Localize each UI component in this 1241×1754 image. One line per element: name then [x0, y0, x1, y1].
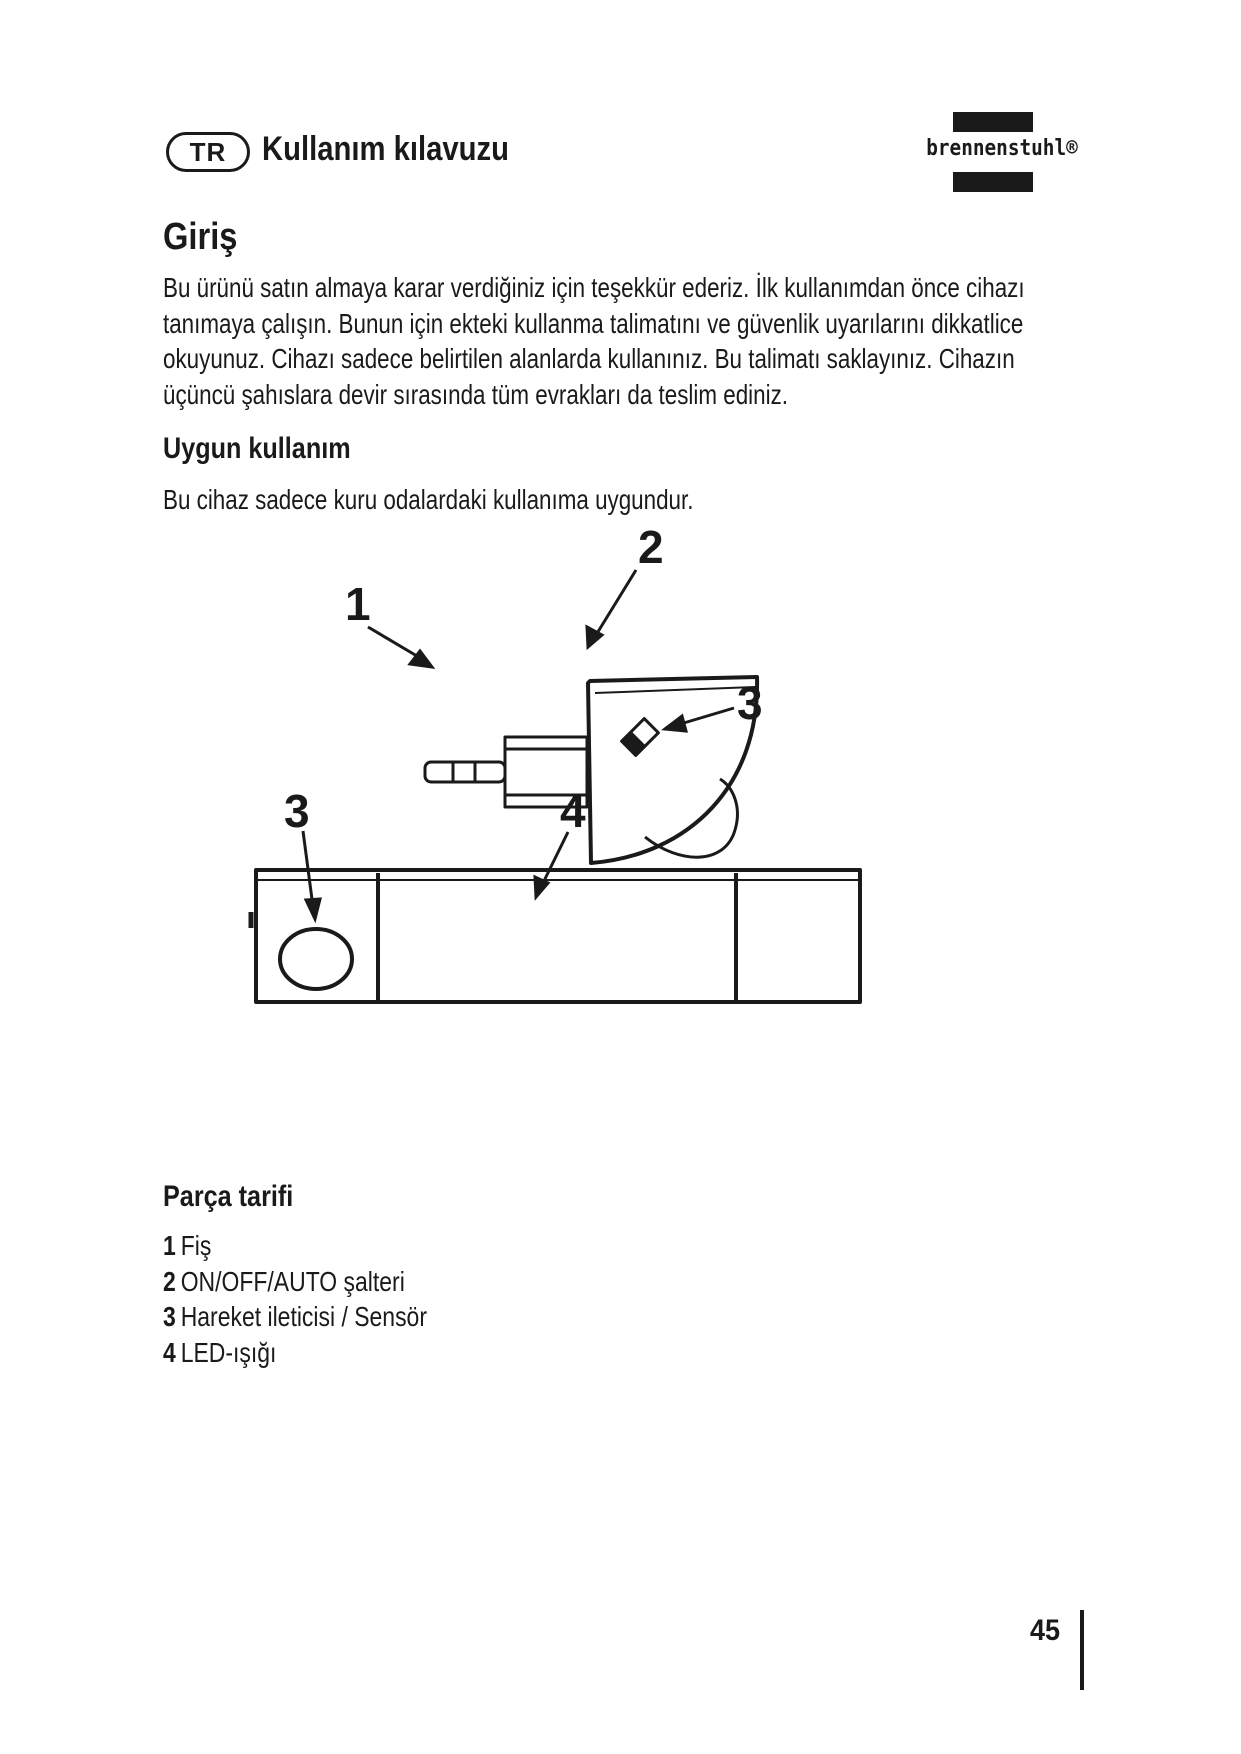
intro-line: Bu ürünü satın almaya karar verdiğiniz için teşekkür ederiz. İlk kullanımdan önce cihazı — [163, 272, 1025, 303]
list-item — [163, 1264, 427, 1300]
usage-text: Bu cihaz sadece kuru odalardaki kullanıma uygundur. — [163, 484, 694, 515]
callout-label-4: 4 — [560, 785, 586, 837]
part-number: 3 — [163, 1301, 176, 1332]
housing-edge — [595, 687, 755, 693]
logo-bar-top — [953, 112, 1033, 132]
product-diagram — [250, 521, 1010, 1135]
part-number: 4 — [163, 1336, 176, 1368]
language-code: TR — [189, 136, 227, 167]
switch-shape — [622, 719, 659, 756]
part-number: 1 — [163, 1230, 176, 1261]
leader-line-3 — [677, 708, 734, 725]
intro-line: üçüncü şahıslara devir sırasında tüm evrakları da teslim ediniz. — [163, 378, 788, 410]
sensor-lens — [280, 929, 352, 989]
brand-name: brennenstuhl® — [926, 136, 1078, 161]
usage-heading: Uygun kullanım — [163, 432, 351, 465]
parts-heading: Parça tarifi — [163, 1180, 294, 1213]
bottom-view-housing — [256, 870, 860, 1002]
arrowhead-3 — [665, 716, 686, 731]
plug-pin — [425, 762, 505, 782]
page-number: 45 — [1030, 1614, 1061, 1647]
leader-line-4 — [542, 832, 568, 885]
list-item — [163, 1335, 427, 1371]
logo-bar-bottom — [953, 172, 1033, 192]
callout-label-2: 2 — [638, 521, 664, 573]
list-item — [163, 1299, 427, 1335]
parts-list — [163, 1228, 427, 1370]
part-label: Hareket ileticisi / Sensör — [180, 1301, 427, 1332]
intro-paragraph — [163, 270, 1025, 412]
callout-label-3: 3 — [737, 677, 763, 729]
part-label: LED-ışığı — [180, 1336, 277, 1368]
callout-label-1: 1 — [345, 578, 371, 630]
callout-label-3b: 3 — [284, 785, 310, 837]
part-label: Fiş — [180, 1230, 212, 1261]
leader-line-1 — [368, 627, 422, 659]
page-margin-rule — [1080, 1610, 1084, 1690]
diagram-svg — [250, 521, 1010, 1135]
document-title: Kullanım kılavuzu — [262, 130, 509, 168]
intro-line: okuyunuz. Cihazı sadece belirtilen alanlarda kullanınız. Bu talimatı saklayınız. Cihazın — [163, 343, 1015, 374]
arrowhead-3b — [306, 899, 320, 919]
intro-line: tanımaya çalışın. Bunun için ekteki kullanma talimatını ve güvenlik uyarılarını dikkatlice — [163, 307, 1024, 339]
brand-logo — [912, 112, 1092, 192]
part-label: ON/OFF/AUTO şalteri — [180, 1265, 405, 1297]
intro-heading: Giriş — [163, 216, 238, 258]
list-item — [163, 1228, 427, 1264]
leader-line-2 — [596, 570, 636, 635]
part-number: 2 — [163, 1265, 176, 1297]
language-badge — [166, 132, 250, 172]
